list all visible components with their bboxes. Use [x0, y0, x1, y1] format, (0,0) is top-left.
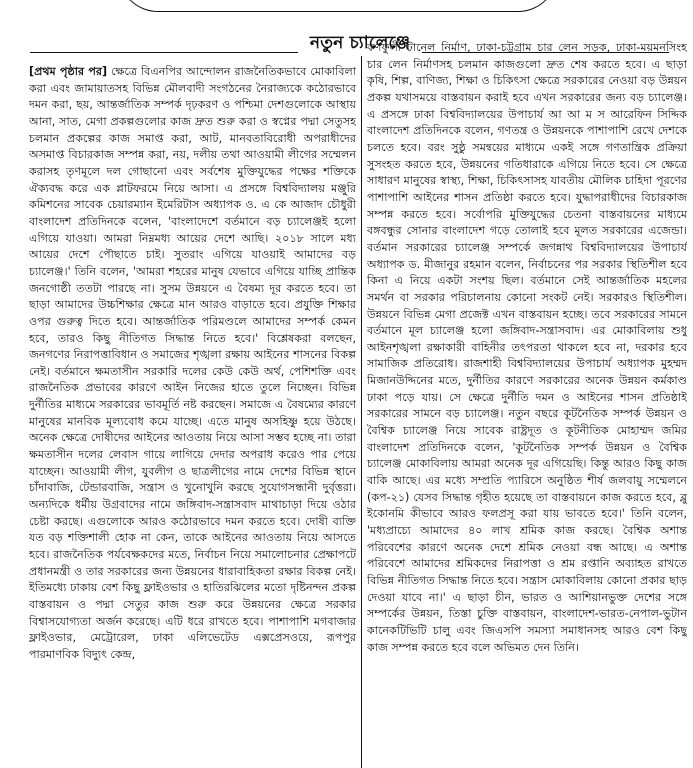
article-text-left: ক্ষেত্রে বিএনপির আন্দোলন রাজনৈতিকভাবে মোকাবিলা করা এবং জামায়াতসহ বিভিন্ন মৌলবাদী সংগঠনের নৈরাজ্যকে কঠোরভাবে দমন করা, ছয়, আন্তর্জাতিক সম্পর্ক দৃঢ়করণ ও পশ্চিমা দেশগুলোকে আস্থায় আনা, সাত, মেগা প্রকল্পগুলোর কাজ দ্রুত শুরু করা ও স্বপ্নের পদ্মা সেতুসহ চলমান প্রকল্পের কাজ সমাপ্ত করা, আট, মানবতাবিরোধী অপরাধীদের অসমাপ্ত বিচারকাজ সম্পন্ন করা, নয়, দলীয় তথা আওয়ামী লীগের সম্মেলন করাসহ তৃণমূলে দল গোছানো এবং সর্বশেষ মুক্তিযুদ্ধের পক্ষের শক্তিকে ঐক্যবদ্ধ করে এক প্লাটফরমে নিয়ে আসা। এ প্রসঙ্গে বিশ্ববিদ্যালয় মঞ্জুরি কমিশনের সাবেক চেয়ারম্যান ইমেরিটাস অধ্যাপক ও. এ কে আজাদ চৌধুরী বাংলাদেশ প্রতিদিনকে বলেন, 'বাংলাদেশে বর্তমানে বড় চ্যালেঞ্জই হলো এগিয়ে যাওয়া। আমরা নিম্নমধ্য আয়ের দেশে আছি। ২০১৮ সালে মধ্য আয়ের দেশে পৌছাতে চাই। সুতরাং এগিয়ে যাওয়াই আমাদের বড় চ্যালেঞ্জ।' তিনি বলেন, 'আমরা শহরের মানুষ যেভাবে এগিয়ে যাচ্ছি প্রান্তিক জনগোষ্ঠী ততটা পারছে না। সুসম উন্নয়নে এ বৈষম্য দূর করতে হবে। তা ছাড়া আমাদের উচ্চশিক্ষার ক্ষেত্রে মান আরও বাড়াতে হবে। প্রযুক্তি শিক্ষার ওপর গুরুত্ব দিতে হবে। আন্তর্জাতিক পরিমণ্ডলে আমাদের সম্পর্ক কেমন হবে, তারও কিছু নীতিগত সিদ্ধান্ত নিতে হবে।' বিশ্লেষকরা বলছেন, জনগণের নিরাপত্তাবিধান ও সমাজের শৃঙ্খলা রক্ষায় আইনের শাসনের বিকল্প নেই। বর্তমানে ক্ষমতাসীন সরকারি দলের কেউ কেউ অর্থ, পেশিশক্তি এবং রাজনৈতিক প্রভাবের কারণে আইন নিজের হাতে তুলে নিচ্ছেন। বিভিন্ন দুর্নীতির মাধ্যমে সরকারের ভাবমূর্তি নষ্ট করছেন। সমাজে এ বৈষম্যের কারণে মানুষের মানবিক মূল্যবোধ কমে যাচ্ছে। এতে মানুষ অসহিষ্ণু হয়ে উঠছে। অনেক ক্ষেত্রে দোষীদের আইনের আওতায় নিয়ে আসা সম্ভব হচ্ছে না। তারা ক্ষমতাসীন দলের লেবাস গায়ে লাগিয়ে দেদার অপরাধ করেও পার পেয়ে যাচ্ছেন। আওয়ামী লীগ, যুবলীগ ও ছাত্রলীগের নামে দেশের বিভিন্ন স্থানে চাঁদাবাজি, টেন্ডারবাজি, সন্ত্রাস ও খুনোখুনি করছে সুযোগসন্ধানী দুর্বৃত্তরা। অন্যদিকে ধর্মীয় উগ্রবাদের নামে জঙ্গিবাদ-সন্ত্রাসবাদ মাথাচাড়া দিয়ে ওঠার চেষ্টা করছে। এগুলোকে আরও কঠোরভাবে দমন করতে হবে। দোষী ব্যক্তি যত বড় শক্তিশালী হোক না কেন, তাকে আইনের আওতায় নিয়ে আসতে হবে। রাজনৈতিক পর্যবেক্ষকদের মতে, নির্বাচন নিয়ে সমালোচনার প্রেক্ষাপটে প্রধানমন্ত্রী ও তার সরকারের জন্য উন্নয়নের ধারাবাহিকতা রক্ষার বিকল্প নেই। ইতিমধ্যে ঢাকায় বেশ কিছু ফ্লাইওভার ও হাতিরঝিলের মতো দৃষ্টিনন্দন প্রকল্প বাস্তবায়ন ও পদ্মা সেতুর কাজ শুরু করে উন্নয়নের ক্ষেত্রে সরকার বিশ্বাসযোগ্যতা অর্জন করেছে। এটি ধরে রাখতে হবে। পাশাপাশি মগবাজার ফ্লাইওভার, মেট্রোরেল, ঢাকা এলিভেটেড এক্সপ্রেসওয়ে, রূপপুর পারমাণবিক বিদ্যুৎ কেন্দ্র, — [29, 65, 356, 661]
header-frame-arc — [118, 0, 558, 12]
column-divider — [361, 56, 362, 768]
article-text-right: কর্ণফুলী টানেল নির্মাণ, ঢাকা-চট্টগ্রাম চার লেন সড়ক, ঢাকা-ময়মনসিংহ চার লেন নির্মাণসহ চলমান কাজগুলো দ্রুত শেষ করতে হবে। এ ছাড়া কৃষি, শিল্প, বাণিজ্য, শিক্ষা ও চিকিৎসা ক্ষেত্রে সরকারের নেওয়া বড় উন্নয়ন প্রকল্প যথাসময়ে বাস্তবায়ন করাই হবে এখন সরকারের জন্য বড় চ্যালেঞ্জ। এ প্রসঙ্গে ঢাকা বিশ্ববিদ্যালয়ের উপাচার্য আ আ ম স আরেফিন সিদ্দিক বাংলাদেশ প্রতিদিনকে বলেন, গণতন্ত্র ও উন্নয়নকে পাশাপাশি রেখে দেশকে চলতে হবে। বরং সুষ্ঠু সমন্বয়ের মাধ্যমে একই সঙ্গে গণতান্ত্রিক প্রক্রিয়া সুসংহত করতে হবে, উন্নয়নের গতিধারাকে এগিয়ে নিতে হবে। সে ক্ষেত্রে সাধারণ মানুষের স্বাস্থ্য, শিক্ষা, চিকিৎসাসহ যাবতীয় মৌলিক চাহিদা পূরণের পাশাপাশি আইনের শাসন প্রতিষ্ঠা করতে হবে। যুদ্ধাপরাধীদের বিচারকাজ সম্পন্ন করতে হবে। সর্বোপরি মুক্তিযুদ্ধের চেতনা বাস্তবায়নের মাধ্যমে বঙ্গবন্ধুর সোনার বাংলাদেশ গড়ে তোলাই হবে মূলত সরকারের এজেন্ডা। বর্তমান সরকারের চ্যালেঞ্জ সম্পর্কে জগন্নাথ বিশ্ববিদ্যালয়ের উপাচার্য অধ্যাপক ড. মীজানুর রহমান বলেন, নির্বাচনের পর সরকার স্থিতিশীল হবে কিনা এ নিয়ে একটা সংশয় ছিল। বর্তমানে সেই আন্তর্জাতিক মহলের সমর্থন বা সরকার পরিচালনায় কোনো সংকট নেই। সরকারও স্থিতিশীল। উন্নয়নে বিভিন্ন মেগা প্রজেক্ট এখন বাস্তবায়ন হচ্ছে। তবে সরকারের সামনে বর্তমানে মূল চ্যালেঞ্জ হলো জঙ্গিবাদ-সন্ত্রাসবাদ। এর মোকাবিলায় শুধু আইনশৃঙ্খলা রক্ষাকারী বাহিনীর তৎপরতা থাকলে হবে না, দরকার হবে সামাজিক প্রতিরোধ। রাজশাহী বিশ্ববিদ্যালয়ের উপাচার্য অধ্যাপক মুহম্মদ মিজানউদ্দিনের মতে, দুর্নীতির কারণে সরকারের অনেক উন্নয়ন কর্মকাণ্ড ঢাকা পড়ে যায়। সে ক্ষেত্রে দুর্নীতি দমন ও আইনের শাসন প্রতিষ্ঠাই সরকারের সামনে বড় চ্যালেঞ্জ। নতুন বছরে কূটনৈতিক সম্পর্ক উন্নয়ন ও বৈশ্বিক চ্যালেঞ্জ নিয়ে সাবেক রাষ্ট্রদূত ও কূটনীতিক মোহাম্মদ জমির বাংলাদেশ প্রতিদিনকে বলেন, 'কূটনৈতিক সম্পর্ক উন্নয়ন ও বৈশ্বিক চ্যালেঞ্জ মোকাবিলায় আমরা অনেক দূর এগিয়েছি। কিন্তু আরও কিছু কাজ বাকি আছে। এর মধ্যে সম্প্রতি প্যারিসে অনুষ্ঠিত শীর্ষ জলবায়ু সম্মেলনে (কপ-২১) যেসব সিদ্ধান্ত গৃহীত হয়েছে তা বাস্তবায়নে কাজ করতে হবে, ব্লু ইকোনমি কীভাবে আরও ফলপ্রসূ করা যায় ভাবতে হবে।' তিনি বলেন, 'মধ্যপ্রাচ্যে আমাদের ৪০ লাখ শ্রমিক কাজ করছে। বৈশ্বিক অশান্ত পরিবেশের কারণে অনেক দেশে শ্রমিক নেওয়া বন্ধ আছে। এ অশান্ত পরিবেশে আমাদের শ্রমিকদের নিরাপত্তা ও শ্রম রপ্তানি অব্যাহত রাখতে বিভিন্ন নীতিগত সিদ্ধান্ত নিতে হবে। সন্ত্রাস মোকাবিলায় কোনো প্রকার ছাড় দেওয়া যাবে না।' এ ছাড়া চীন, ভারত ও আশিয়ানভুক্ত দেশের সঙ্গে সম্পর্কের উন্নয়ন, তিস্তা চুক্তি বাস্তবায়ন, বাংলাদেশ-ভারত-নেপাল-ভুটান কানেকটিভিটি চালু এবং জিএসপি সমস্যা সমাধানসহ আরও বেশ কিছু কাজ সম্পন্ন করতে হবে বলে অভিমত দেন তিনি। — [367, 41, 687, 654]
continuation-kicker: [প্রথম পৃষ্ঠার পর] — [29, 65, 108, 78]
headline-rule-left — [30, 52, 298, 53]
article-paragraph — [29, 64, 356, 664]
headline: নতুন চ্যালেঞ্জে — [309, 33, 411, 53]
article-column-right — [367, 40, 687, 768]
article-column-left — [29, 64, 356, 768]
